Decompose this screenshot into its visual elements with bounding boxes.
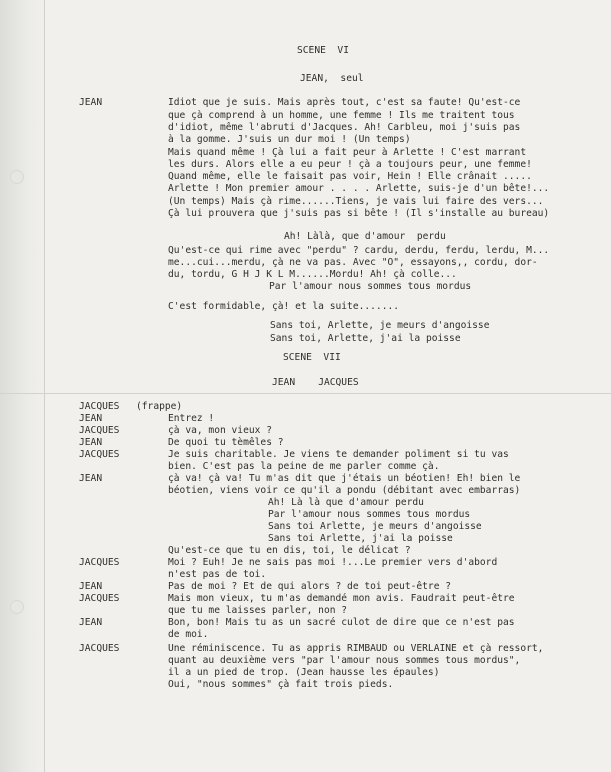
speaker-jean: JEAN (79, 473, 103, 484)
speaker-jacques: JACQUES (79, 643, 120, 654)
verse-line: Sans toi, Arlette, j'ai la poisse (270, 333, 461, 344)
verse-line: Sans toi Arlette, j'ai la poisse (268, 533, 453, 544)
verse-line: Par l'amour nous sommes tous mordus (268, 509, 471, 520)
speaker-jean: JEAN (79, 617, 103, 628)
speaker-jacques: JACQUES (79, 593, 120, 604)
scene-6-cast: JEAN, seul (300, 73, 364, 84)
dialogue-line: n'est pas de toi. (168, 569, 267, 580)
dialogue-line: çà va! çà va! Tu m'as dit que j'étais un béotien! Eh! bien le (168, 473, 521, 484)
dialogue-line: il a un pied de trop. (Jean hausse les épaules) (168, 667, 440, 678)
dialogue-line: de moi. (168, 629, 209, 640)
monologue-line: du, tordu, G H J K L M......Mordu! Ah! çà colle... (168, 269, 457, 280)
monologue-line: les durs. Alors elle a eu peur ! çà a toujours peur, une femme! (168, 159, 532, 170)
dialogue-line: que tu me laisses parler, non ? (168, 605, 348, 616)
speaker-jean: JEAN (79, 413, 103, 424)
scene-7-heading: SCENE VII (283, 352, 341, 363)
monologue-line: C'est formidable, çà! et la suite....... (168, 301, 400, 312)
monologue-line: Mais quand même ! Çà lui a fait peur à Arlette ! C'est marrant (168, 147, 527, 158)
monologue-line: Quand même, elle le faisait pas voir, Hein ! Elle crânait ..... (168, 171, 532, 182)
dialogue-line: Entrez ! (168, 413, 215, 424)
dialogue-line: Oui, "nous sommes" çà fait trois pieds. (168, 679, 394, 690)
dialogue-line: Qu'est-ce que tu en dis, toi, le délicat ? (168, 545, 411, 556)
dialogue-line: Mais mon vieux, tu m'as demandé mon avis. Faudrait peut-être (168, 593, 515, 604)
dialogue-line: Pas de moi ? Et de qui alors ? de toi peut-être ? (168, 581, 452, 592)
verse-line: Sans toi Arlette, je meurs d'angoisse (268, 521, 482, 532)
speaker-jean: JEAN (79, 437, 103, 448)
monologue-line: que çà comprend à un homme, une femme ! Ils me traitent tous (168, 110, 515, 121)
speaker-jean: JEAN (79, 581, 103, 592)
scene-6-heading: SCENE VI (297, 45, 349, 56)
page-fold-shadow (0, 0, 46, 772)
speaker-jacques: JACQUES (79, 449, 120, 460)
monologue-line: Idiot que je suis. Mais après tout, c'est sa faute! Qu'est-ce (168, 97, 521, 108)
dialogue-line: Une réminiscence. Tu as appris RIMBAUD ou VERLAINE et çà ressort, (168, 643, 544, 654)
punch-hole-icon (10, 170, 24, 184)
monologue-line: d'idiot, même l'abruti d'Jacques. Ah! Carbleu, moi j'suis pas (168, 122, 521, 133)
monologue-line: (Un temps) Mais çà rime......Tiens, je vais lui faire des vers... (168, 196, 544, 207)
verse-line: Ah! Là là que d'amour perdu (268, 497, 424, 508)
dialogue-line: De quoi tu tèmêles ? (168, 437, 284, 448)
scene-7-cast: JEAN JACQUES (272, 377, 359, 388)
speaker-jean: JEAN (79, 97, 103, 108)
dialogue-line: Je suis charitable. Je viens te demander poliment si tu vas (168, 449, 509, 460)
punch-hole-icon (10, 600, 24, 614)
dialogue-line: çà va, mon vieux ? (168, 425, 272, 436)
speaker-jacques: JACQUES (79, 401, 120, 412)
monologue-line: à la gomme. J'suis un dur moi ! (Un temps) (168, 134, 411, 145)
verse-line: Par l'amour nous sommes tous mordus (269, 281, 472, 292)
speaker-jacques: JACQUES (79, 557, 120, 568)
horizontal-crease (0, 393, 611, 394)
monologue-line: Arlette ! Mon premier amour . . . . Arlette, suis-je d'un bête!... (168, 183, 550, 194)
verse-line: Ah! Làlà, que d'amour perdu (284, 231, 446, 242)
stage-direction: (frappe) (136, 401, 183, 412)
dialogue-line: béotien, viens voir ce qu'il a pondu (débitant avec embarras) (168, 485, 521, 496)
dialogue-line: Bon, bon! Mais tu as un sacré culot de dire que ce n'est pas (168, 617, 515, 628)
fold-line (44, 0, 45, 772)
dialogue-line: Moi ? Euh! Je ne sais pas moi !...Le premier vers d'abord (168, 557, 498, 568)
dialogue-line: quant au deuxième vers "par l'amour nous sommes tous mordus", (168, 655, 521, 666)
dialogue-line: bien. C'est pas la peine de me parler comme çà. (168, 461, 440, 472)
speaker-jacques: JACQUES (79, 425, 120, 436)
verse-line: Sans toi, Arlette, je meurs d'angoisse (270, 320, 490, 331)
monologue-line: me...cui...merdu, çà ne va pas. Avec "O", essayons,, cordu, dor- (168, 257, 538, 268)
monologue-line: Qu'est-ce qui rime avec "perdu" ? cardu, derdu, ferdu, lerdu, M... (168, 245, 550, 256)
monologue-line: Çà lui prouvera que j'suis pas si bête ! (Il s'installe au bureau) (168, 208, 550, 219)
